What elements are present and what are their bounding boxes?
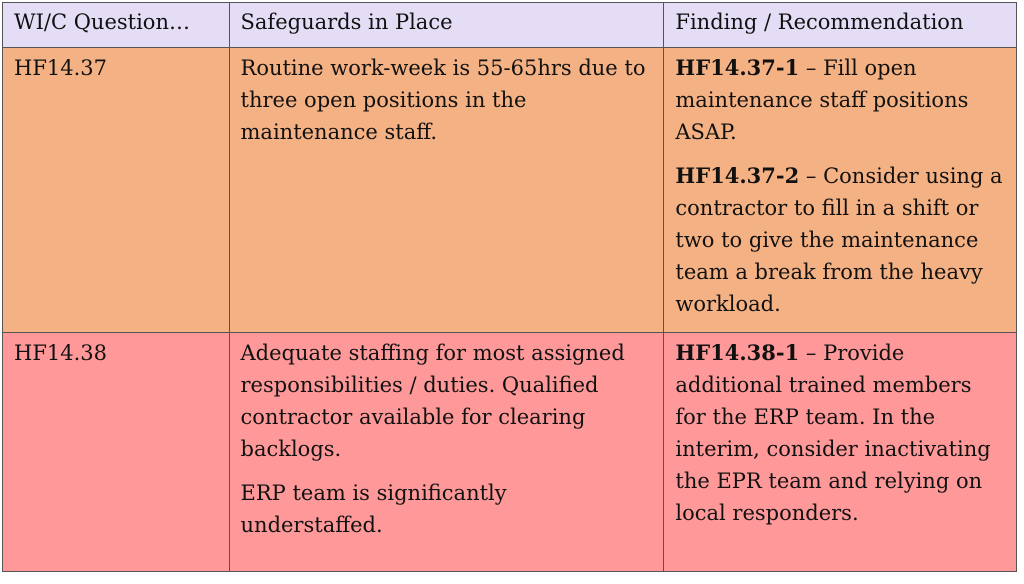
- header-safeguards: Safeguards in Place: [229, 3, 664, 48]
- finding-item: [675, 52, 1005, 148]
- header-findings: Finding / Recommendation: [664, 3, 1017, 48]
- header-question: WI/C Question…: [3, 3, 230, 48]
- safeguard-text: ERP team is significantly understaffed.: [240, 481, 507, 537]
- finding-text: – Fill open maintenance staff positions ASAP.: [675, 56, 969, 144]
- finding-item: [675, 337, 1005, 529]
- finding-id: HF14.38-1: [675, 340, 800, 365]
- question-cell: HF14.37: [3, 48, 230, 333]
- safeguard-text: Adequate staffing for most assigned responsibilities / duties. Qualified contractor available for clearing backlogs.: [240, 341, 625, 461]
- header-row: [3, 3, 1017, 48]
- safeguards-cell: [229, 48, 664, 333]
- findings-table: [2, 2, 1017, 572]
- safeguards-cell: [229, 333, 664, 572]
- finding-text: – Provide additional trained members for the ERP team. In the interim, consider inactivating the EPR team and relying on local responders.: [675, 341, 991, 525]
- safeguard-text: Routine work-week is 55-65hrs due to three open positions in the maintenance staff.: [240, 56, 646, 144]
- finding-item: [675, 160, 1005, 320]
- finding-text: – Consider using a contractor to fill in a shift or two to give the maintenance team a break from the heavy workload.: [675, 164, 1003, 316]
- question-cell: HF14.38: [3, 333, 230, 572]
- table-row: [3, 48, 1017, 333]
- finding-id: HF14.37-2: [675, 163, 800, 188]
- findings-cell: [664, 48, 1017, 333]
- table-row: [3, 333, 1017, 572]
- finding-id: HF14.37-1: [675, 55, 800, 80]
- findings-cell: [664, 333, 1017, 572]
